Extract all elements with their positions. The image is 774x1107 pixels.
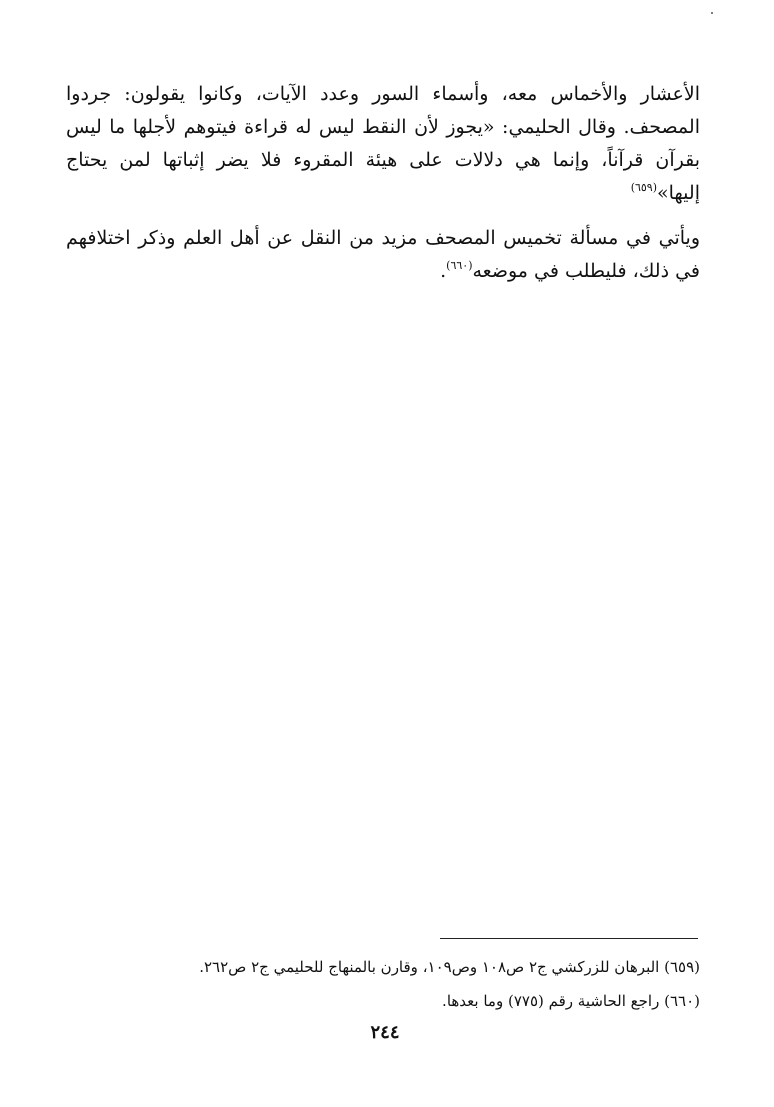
footnote: (٦٦٠) راجع الحاشية رقم (٧٧٥) وما بعدها. (442, 992, 700, 1010)
paragraph (66, 222, 700, 288)
paragraph-ending: . (440, 260, 447, 282)
page-number: ٢٤٤ (370, 1022, 400, 1043)
footnote-separator (440, 938, 698, 939)
scan-speck (711, 12, 713, 14)
paragraph-text: الأعشار والأخماس معه، وأسماء السور وعدد الآيات، وكانوا يقولون: جردوا المصحف. وقال الحليمي: «يجوز لأن النقط ليس له قراءة فيتوهم لأجلها ما ليس بقرآن قرآناً، وإنما هي دلالات على هيئة المقروء فلا يضر إثباتها لمن يحتاج إليها» (66, 83, 700, 204)
footnote-reference: (٦٦٠) (446, 259, 473, 272)
paragraph-text: ويأتي في مسألة تخميس المصحف مزيد من النقل عن أهل العلم وذكر اختلافهم في ذلك، فليطلب في موضعه (66, 227, 700, 282)
footnote: (٦٥٩) البرهان للزركشي ج٢ ص١٠٨ وص١٠٩، وقارن بالمنهاج للحليمي ج٢ ص٢٦٢. (199, 958, 700, 976)
paragraph (66, 78, 700, 210)
main-text (66, 78, 700, 288)
footnote-reference: (٦٥٩) (630, 181, 658, 194)
footnotes (66, 950, 700, 1018)
